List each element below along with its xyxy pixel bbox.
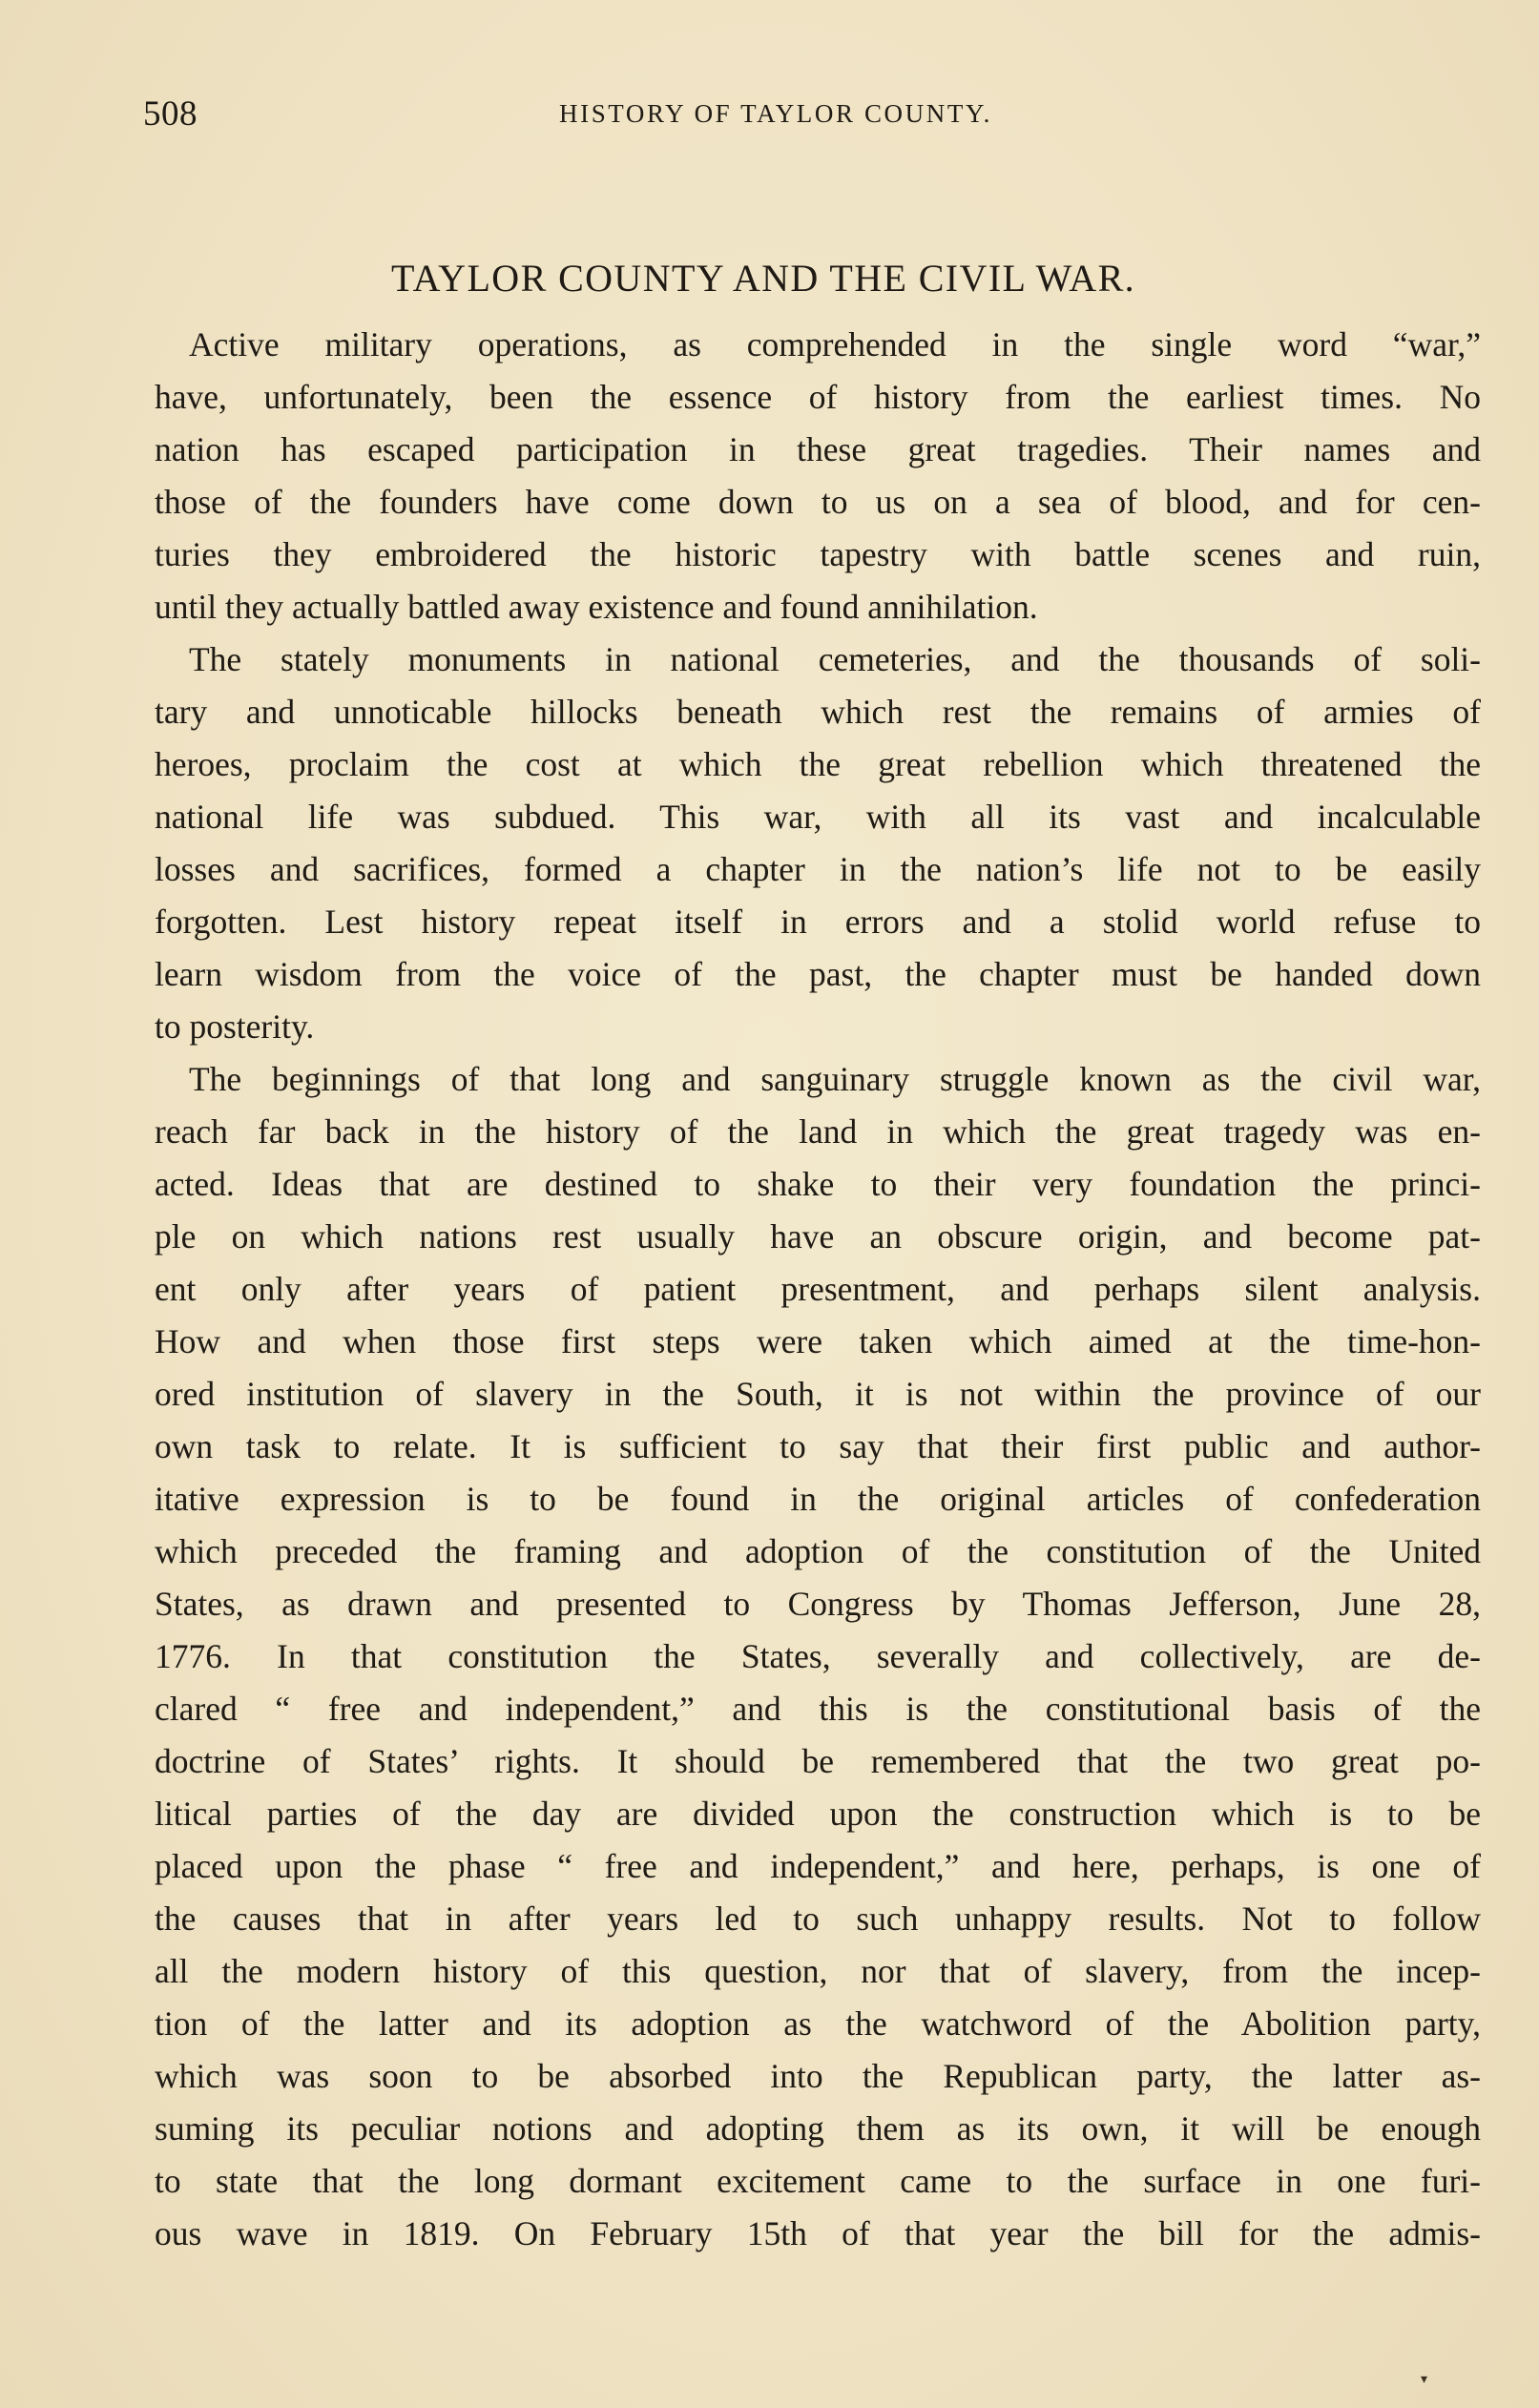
text-line: tary and unnoticable hillocks beneath which rest the remains of armies of bbox=[155, 693, 1481, 731]
text-line: to state that the long dormant excitement came to the surface in one furi- bbox=[155, 2162, 1481, 2200]
text-line: placed upon the phase “ free and independent,” and here, perhaps, is one of bbox=[155, 1847, 1481, 1885]
text-line: to posterity. bbox=[155, 1007, 315, 1046]
text-line: ple on which nations rest usually have an obscure origin, and become pat- bbox=[155, 1217, 1481, 1256]
text-line: tion of the latter and its adoption as the watchword of the Abolition party, bbox=[155, 2004, 1481, 2043]
text-line: The stately monuments in national cemeteries, and the thousands of soli- bbox=[189, 640, 1481, 678]
text-line: clared “ free and independent,” and this is the constitutional basis of the bbox=[155, 1690, 1481, 1728]
text-line: litical parties of the day are divided upon the construction which is to be bbox=[155, 1795, 1481, 1833]
text-line: States, as drawn and presented to Congress by Thomas Jefferson, June 28, bbox=[155, 1585, 1481, 1623]
text-line: national life was subdued. This war, with all its vast and incalculable bbox=[155, 798, 1481, 836]
body-text bbox=[155, 319, 1481, 2260]
text-line: acted. Ideas that are destined to shake to their very foundation the princi- bbox=[155, 1165, 1481, 1203]
text-line: which was soon to be absorbed into the Republican party, the latter as- bbox=[155, 2057, 1481, 2095]
text-line: How and when those first steps were taken which aimed at the time-hon- bbox=[155, 1322, 1481, 1360]
text-line: doctrine of States’ rights. It should be remembered that the two great po- bbox=[155, 1742, 1481, 1780]
text-line: forgotten. Lest history repeat itself in errors and a stolid world refuse to bbox=[155, 903, 1481, 941]
text-line: ous wave in 1819. On February 15th of that year the bill for the admis- bbox=[155, 2214, 1481, 2252]
chapter-title: TAYLOR COUNTY AND THE CIVIL WAR. bbox=[390, 257, 1136, 300]
running-head: HISTORY OF TAYLOR COUNTY. bbox=[559, 99, 992, 128]
text-line: Active military operations, as comprehended in the single word “war,” bbox=[189, 325, 1481, 363]
text-line: heroes, proclaim the cost at which the great rebellion which threatened the bbox=[155, 745, 1481, 783]
text-line: losses and sacrifices, formed a chapter in the nation’s life not to be easily bbox=[155, 850, 1481, 888]
text-line: learn wisdom from the voice of the past, the chapter must be handed down bbox=[155, 955, 1481, 993]
text-line: own task to relate. It is sufficient to say that their first public and author- bbox=[155, 1427, 1481, 1465]
text-line: those of the founders have come down to us on a sea of blood, and for cen- bbox=[155, 483, 1481, 521]
text-line: have, unfortunately, been the essence of history from the earliest times. No bbox=[155, 378, 1481, 416]
text-line: all the modern history of this question, nor that of slavery, from the incep- bbox=[155, 1952, 1481, 1990]
text-line: until they actually battled away existence and found annihilation. bbox=[155, 588, 1038, 626]
text-line: The beginnings of that long and sanguinary struggle known as the civil war, bbox=[189, 1060, 1481, 1098]
text-line: reach far back in the history of the land in which the great tragedy was en- bbox=[155, 1112, 1481, 1151]
text-line: nation has escaped participation in these great tragedies. Their names and bbox=[155, 430, 1481, 468]
page-header bbox=[143, 93, 1383, 141]
ink-speck-decoration: ▾ bbox=[1421, 2373, 1428, 2387]
text-line: 1776. In that constitution the States, severally and collectively, are de- bbox=[155, 1637, 1481, 1675]
text-line: suming its peculiar notions and adopting them as its own, it will be enough bbox=[155, 2109, 1481, 2148]
page-number: 508 bbox=[143, 94, 198, 134]
text-line: itative expression is to be found in the original articles of confederation bbox=[155, 1480, 1481, 1518]
text-line: ored institution of slavery in the South, it is not within the province of our bbox=[155, 1375, 1481, 1413]
text-line: the causes that in after years led to such unhappy results. Not to follow bbox=[155, 1899, 1481, 1938]
text-line: which preceded the framing and adoption of the constitution of the United bbox=[155, 1532, 1481, 1570]
text-line: ent only after years of patient presentment, and perhaps silent analysis. bbox=[155, 1270, 1481, 1308]
text-line: turies they embroidered the historic tapestry with battle scenes and ruin, bbox=[155, 535, 1481, 573]
